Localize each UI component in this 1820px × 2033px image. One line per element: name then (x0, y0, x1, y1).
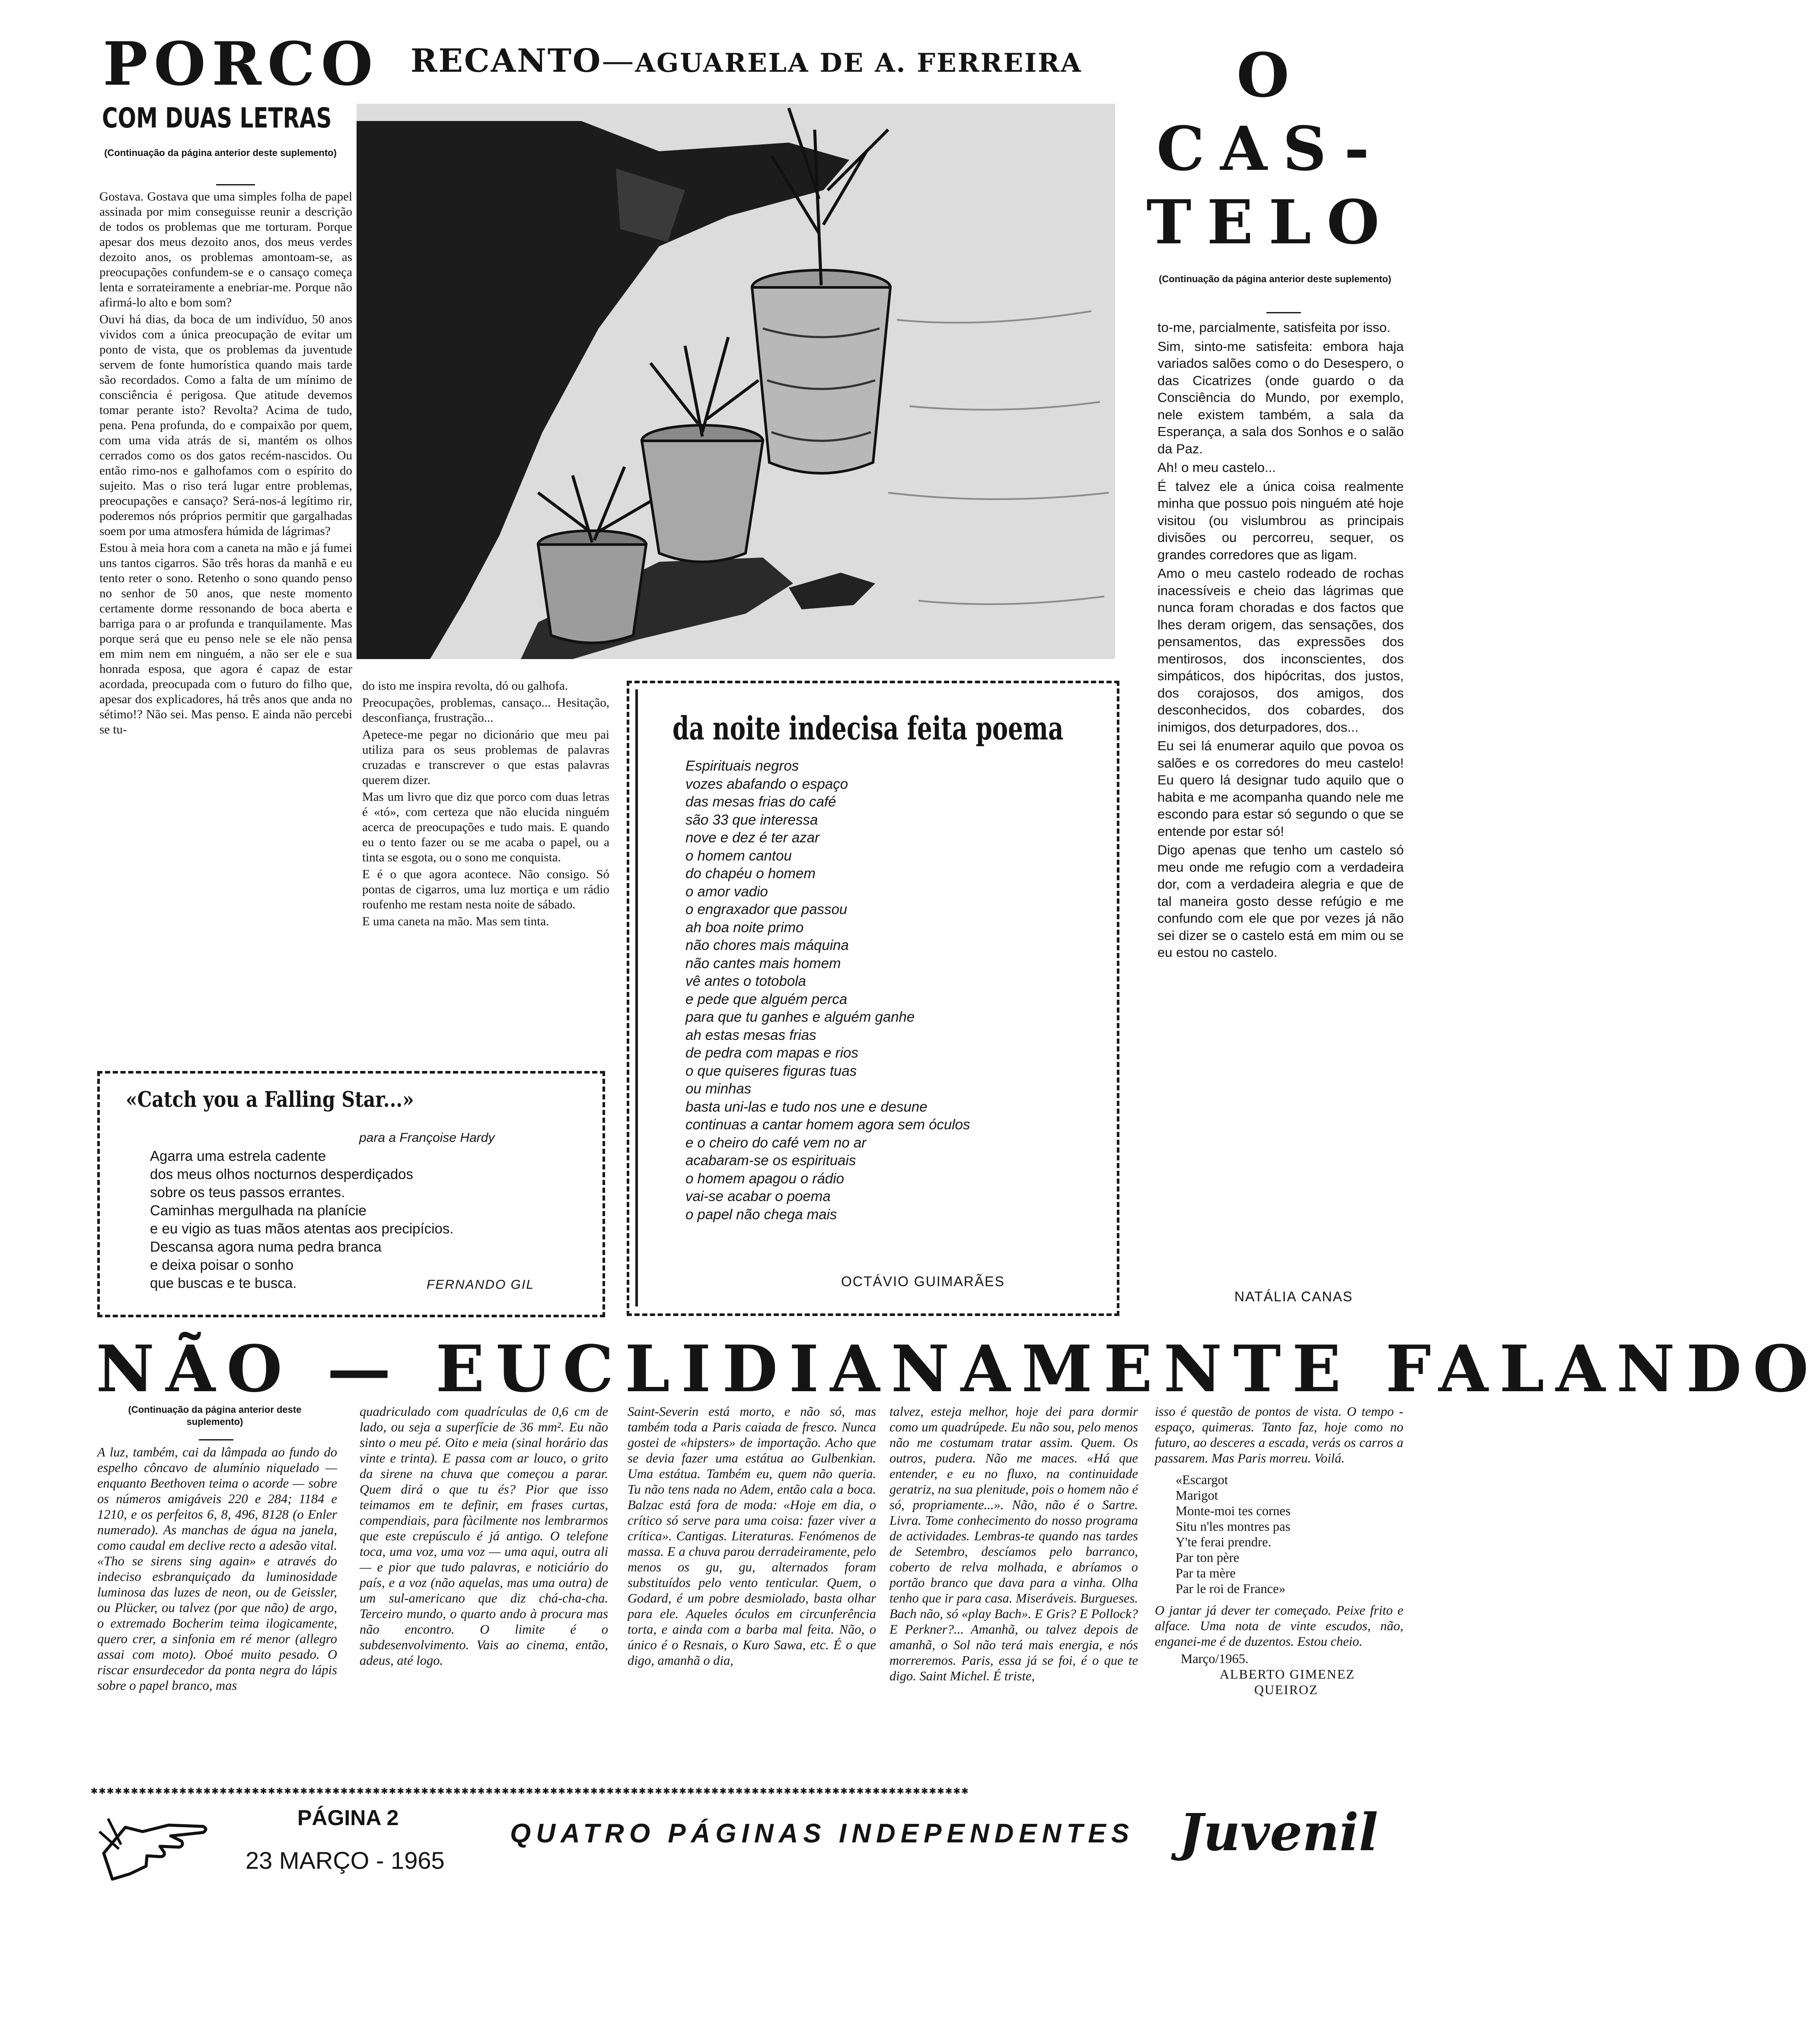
nao-column-3: Saint-Severin está morto, e não só, mas também toda a Paris caiada de fresco. Nunca gostei de «hipsters» de importação. Acho que se devia fazer uma estátua ao Gulbenkian. Uma estátua. Também eu, quem não queria. Tu não tens nada no Adem, então cala a boca. Balzac está fora de moda: «Hoje em dia, o crítico só serve para uma coisa: fazer viver a crítica». Cantigas. Literaturas. Fenómenos de massa. E a chuva parou derradeiramente, pelo menos os gu, gu, alternados foram substituídos pelo vento tenticular. Quem, o Godard, é um pobre desmiolado, basta olhar para ele. Aqueles óculos em circunferência torta, e ainda com a barba mal feita. Não, o único é o Resnais, o Kuro Sawa, etc. É o que digo, amanhã o dia, (628, 1404, 876, 1668)
castelo-continuation-rule (1266, 312, 1301, 313)
noite-poema-inner-rule (635, 689, 638, 1306)
poem-line: não chores mais máquina (685, 937, 849, 953)
porco-col2-paragraph: E uma caneta na mão. Mas sem tinta. (362, 915, 549, 928)
noite-poema-lines (685, 757, 1100, 1223)
recanto-watercolor-image (357, 104, 1115, 659)
falling-star-lines (150, 1147, 599, 1292)
recanto-dash: — (602, 42, 635, 80)
falling-star-line: e deixa poisar o sonho (150, 1257, 294, 1273)
poem-line: basta uni-las e tudo nos une e desune (685, 1098, 928, 1115)
falling-star-line: Caminhas mergulhada na planície (150, 1202, 367, 1218)
juvenil-logo: Juvenil (1179, 1802, 1378, 1862)
poem-line: o homem apagou o rádio (685, 1170, 844, 1186)
noite-poema-title: da noite indecisa feita poema (673, 710, 1064, 747)
nao-song (1176, 1472, 1403, 1596)
noite-poema-author: OCTÁVIO GUIMARÃES (841, 1274, 1005, 1289)
poem-line: o que quiseres figuras tuas (685, 1062, 857, 1079)
castelo-paragraph: É talvez ele a única coisa realmente minha que possuo pois ninguém até hoje visitou (ou vislumbrou as principais divisões ou percorreu, sequer, os grandes corredores que as ligam. (1157, 478, 1404, 562)
falling-star-line: sobre os teus passos errantes. (150, 1184, 345, 1200)
porco-col1-paragraph: Gostava. Gostava que uma simples folha de papel assinada por mim conseguisse reunir a descrição de todos os problemas que me torturam. Porque apesar dos meus dezoito anos, dos meus verdes dezoito anos, os problemas amontoam-se, as preocupações confundem-se e o cansaço começa lenta e sorrateiramente a enebriar-me. Porque não afirmá-lo alto e bom som? (99, 190, 352, 309)
nao-col5-end: O jantar já dever ter começado. Peixe frito e alface. Uma nota de vinte escudos, não, enganei-me é de duzentos. Estou cheio. (1155, 1603, 1403, 1649)
castelo-title (1124, 39, 1418, 259)
watercolor-illustration (357, 104, 1115, 659)
castelo-paragraph: Digo apenas que tenho um castelo só meu onde me refugio com a verdadeira dor, com a verdadeira alegria e que de tal maneira gosto desse refúgio e me confundo com ele que por vezes já não sei dizer se o castelo está em mim ou se eu estou no castelo. (1157, 842, 1404, 960)
poem-line: e o cheiro do café vem no ar (685, 1134, 867, 1150)
nao-continuation-rule (199, 1439, 233, 1440)
porco-column-1 (99, 189, 352, 1062)
castelo-paragraph: Ah! o meu castelo... (1157, 460, 1276, 475)
nao-column-4: talvez, esteja melhor, hoje dei para dormir como um quadrúpede. Eu não sou, pelo menos não me costumam tratar assim. Quem. Os outros, pudera. Não me maces. «Há que entender, e eu no fluxo, na continuidade geratriz, na sua plenitude, pois o homem não é só, propriamente...». Não, não é o Sartre. Livra. Tome conhecimento do nosso programa de actividades. Lembras-te quando nas tardes de Setembro, descíamos pelo barranco, coberto de relva molhada, e abríamos o portão branco que dava para a vinha. Olha tenho que ir para casa. Miseráveis. Burgueses. Bach não, só «play Bach». E Gris? E Pollock? E Perkner?... Amanhã, ou talvez depois de amanhã, o Sol não terá mais energia, e nós morreremos. Paris, essa já se foi, é o que te digo. Saint Michel. É triste, (889, 1404, 1138, 1683)
footer-page-label: PÁGINA 2 (297, 1806, 399, 1830)
castelo-paragraph: Amo o meu castelo rodeado de rochas inacessíveis e cheio das lágrimas que nunca foram choradas e dos factos que lhes deram origem, das sensações, dos pensamentos, das expressões dos mentirosos, dos inconscientes, dos simpáticos, dos hipócritas, dos justos, dos corajosos, dos amigos, dos desconhecidos, dos cobardes, dos inimigos, dos deturpadores, dos... (1157, 566, 1404, 735)
porco-col2-paragraph: do isto me inspira revolta, dó ou galhofa. (362, 679, 568, 693)
nao-column-2: quadriculado com quadrículas de 0,6 cm de lado, ou seja a superfície de 36 mm². Eu não sinto o meu pé. Oito e meia (sinal horário das vinte e trinta). E passa com ar louco, o grito da sirene na chuva que começou a parar. Quem dirá o que tu és? Pior que isso teimamos em te definir, em frases curtas, compendiais, para fàcilmente nos lembrarmos que este crepúsculo é já antigo. O telefone toca, uma voz, uma voz — uma aqui, outra ali — e pior que tudo palavras, e noticiário do país, e a voz (não aquelas, mas uma outra) de um sul-americano que diz chá-cha-cha. Terceiro mundo, o quarto ando à procura mas não encontro. O limite é o subdesenvolvimento. Vais ao cinema, então, adeus, até logo. (360, 1404, 608, 1668)
falling-star-line: que buscas e te busca. (150, 1275, 297, 1291)
song-line: «Escargot (1176, 1472, 1228, 1487)
porco-subtitle: COM DUAS LETRAS (102, 102, 332, 134)
castelo-continuation: (Continuação da página anterior deste suplemento) (1159, 274, 1391, 284)
recanto-title: RECANTO (411, 42, 602, 80)
nao-column-5 (1155, 1404, 1403, 1778)
poem-line: o amor vadio (685, 883, 768, 899)
noite-poema-box (627, 681, 1119, 1316)
falling-star-line: dos meus olhos nocturnos desperdiçados (150, 1166, 414, 1182)
poem-line: continuas a cantar homem agora sem óculos (685, 1116, 970, 1132)
poem-line: do chapéu o homem (685, 865, 816, 881)
song-line: Par le roi de France» (1176, 1581, 1286, 1596)
recanto-subtitle: AGUARELA DE A. FERREIRA (635, 48, 1082, 78)
falling-star-title: «Catch you a Falling Star...» (126, 1087, 414, 1112)
poem-line: para que tu ganhes e alguém ganhe (685, 1009, 915, 1025)
song-line: Marigot (1176, 1488, 1218, 1503)
song-line: Y'te ferai prendre. (1176, 1535, 1272, 1549)
porco-col2-paragraph: Preocupações, problemas, cansaço... Hesitação, desconfiança, frustração... (362, 696, 609, 725)
nao-date: Março/1965. (1181, 1651, 1249, 1666)
poem-line: o engraxador que passou (685, 901, 848, 917)
castelo-paragraph: Eu sei lá enumerar aquilo que povoa os salões e os corredores do meu castelo! Eu quero lá designar tudo aquilo que o habita e me acompanha quando nele me escondo para estar só segundo o que se entende por estar só! (1157, 738, 1404, 839)
poem-line: ou minhas (685, 1080, 752, 1096)
poem-line: vai-se acabar o poema (685, 1188, 831, 1204)
nao-continuation: (Continuação da página anterior deste suplemento) (128, 1404, 302, 1427)
castelo-title-line: O (1237, 40, 1305, 111)
song-line: Monte-moi tes cornes (1176, 1504, 1291, 1518)
pointing-hand-svg (95, 1801, 212, 1892)
falling-star-author: FERNANDO GIL (427, 1278, 535, 1292)
castelo-author: NATÁLIA CANAS (1234, 1289, 1353, 1304)
falling-star-dedication: para a Françoise Hardy (359, 1131, 495, 1145)
nao-author-line2: QUEIROZ (1254, 1682, 1318, 1697)
footer-tagline: QUATRO PÁGINAS INDEPENDENTES (510, 1819, 1135, 1848)
porco-col2-paragraph: Apetece-me pegar no dicionário que meu pai utiliza para os seus problemas de palavras cruzadas e transcrever o que estas palavras querem dizer. (362, 728, 609, 787)
porco-col1-paragraph: Estou à meia hora com a caneta na mão e já fumei uns tantos cigarros. São três horas da manhã e eu tento reter o sono. Retenho o sono quando penso no senhor de 50 anos, que neste momento certamente dorme ressonando de boca aberta e barriga para o ar profunda e tranquilamente. Mas porque será que eu penso nele se ele não pensa em mim nem em ninguém, a não ser ele e sua honrada esposa, que agora é capaz de estar acordada, preocupada com o futuro do filho que, apesar dos explicadores, há três anos que anda no sétimo!? Não sei. Mas penso. E ainda não percebi se tu- (99, 541, 352, 736)
castelo-title-line: TELO (1146, 187, 1395, 258)
falling-star-line: e eu vigio as tuas mãos atentas aos precipícios. (150, 1220, 454, 1236)
poem-line: o papel não chega mais (685, 1206, 837, 1222)
porco-column-2 (362, 679, 609, 1059)
falling-star-line: Descansa agora numa pedra branca (150, 1239, 382, 1255)
footer-star-border: ✱✱✱✱✱✱✱✱✱✱✱✱✱✱✱✱✱✱✱✱✱✱✱✱✱✱✱✱✱✱✱✱✱✱✱✱✱✱✱✱✱✱✱✱✱✱✱✱✱✱✱✱✱✱✱✱✱✱✱✱✱✱✱✱✱✱✱✱✱✱✱✱✱✱✱✱✱✱✱✱✱✱✱✱✱✱✱✱✱✱✱✱✱✱✱✱✱✱✱✱✱✱✱✱✱✱✱✱✱ (91, 1784, 970, 1797)
poem-line: o homem cantou (685, 847, 792, 864)
poem-line: ah boa noite primo (685, 919, 804, 935)
castelo-column (1157, 319, 1404, 1278)
porco-continuation-rule (216, 184, 255, 185)
castelo-title-line: CAS- (1156, 114, 1385, 185)
poem-line: não cantes mais homem (685, 955, 841, 971)
recanto-header (411, 41, 1082, 83)
poem-line: vozes abafando o espaço (685, 775, 848, 792)
poem-line: e pede que alguém perca (685, 991, 848, 1007)
poem-line: das mesas frias do café (685, 793, 836, 809)
poem-line: Espirituais negros (685, 758, 799, 774)
porco-col1-paragraph: Ouvi há dias, da boca de um indivíduo, 50 anos vividos com a única preocupação de evitar um ponto de vista, que os problemas da juventude servem de fonte humorística quando mais tarde são recordados. Como a falta de um mínimo de consciência é perigosa. Que atitude devemos tomar perante isto? Revolta? Acima de tudo, pena. Pena profunda, do e compaixão por quem, com uma vida atrás de si, mantém os olhos cerrados como os dos gatos recém-nascidos. Ou então rimo-nos e galhofamos com o espírito do sujeito. Mas o riso terá lugar entre problemas, preocupações e cansaço? Será-nos-á legítimo rir, poderemos nós próprios permitir que gargalhadas soem por uma atmosfera húmida de lágrimas? (99, 312, 352, 538)
nao-column-1: A luz, também, cai da lâmpada ao fundo do espelho côncavo de alumínio niquelado — enquanto Beethoven teima o acorde — sobre os números amigáveis 220 e 284; 1184 e 1210, e os perfeitos 6, 8, 496, 8128 (o Enler numerado). As manchas de água na janela, como caudal em declive recto a adesão vital. «Tho se sirens sing again» e através do indeciso esbranquiçado da luminosidade luminosa das luzes de neon, ou de Geissler, ou Plücker, ou talvez (por que não) de argo, o extremado Bocherim teima ilogicamente, quero crer, a sinfonia em ré menor (allegro assai com moto). Oboé muito pesado. O riscar ensurdecedor da ponta negra do lápis sobre o papel branco, mas (97, 1445, 337, 1693)
poem-line: ah estas mesas frias (685, 1026, 816, 1043)
nao-col5-text: isso é questão de pontos de vista. O tempo - espaço, quimeras. Tanto faz, hoje como no futuro, ao desceres a escada, verás os carros a passarem. Mas Paris morreu. Voilá. (1155, 1404, 1403, 1466)
porco-continuation: (Continuação da página anterior deste suplemento) (104, 147, 337, 158)
nao-title: NÃO — EUCLIDIANAMENTE FALANDO (96, 1331, 1820, 1406)
poem-line: de pedra com mapas e rios (685, 1045, 858, 1061)
falling-star-line: Agarra uma estrela cadente (150, 1148, 326, 1164)
porco-col2-paragraph: Mas um livro que diz que porco com duas letras é «tó», com certeza que não elucida ninguém acerca de preocupações e tudo mais. E quando eu o tento fazer ou se me acaba o papel, ou a tinta se esgota, ou o sono me conquista. (362, 790, 609, 864)
nao-author-line1: ALBERTO GIMENEZ (1220, 1667, 1355, 1682)
falling-star-box (97, 1071, 605, 1317)
song-line: Situ n'les montres pas (1176, 1519, 1291, 1534)
footer-date: 23 MARÇO - 1965 (245, 1847, 445, 1874)
castelo-paragraph: Sim, sinto-me satisfeita: embora haja variados salões como o do Desespero, o das Cicatrizes (onde guardo o da Consciência do Mundo, por exemplo, nele existem também, a sala da Esperança, a sala dos Sonhos e o salão da Paz. (1157, 338, 1404, 456)
porco-title: PORCO (103, 29, 379, 99)
song-line: Par ton père (1176, 1550, 1240, 1565)
poem-line: nove e dez é ter azar (685, 829, 820, 845)
pointing-hand-icon (95, 1801, 212, 1892)
poem-line: são 33 que interessa (685, 811, 818, 828)
song-line: Par ta mère (1176, 1566, 1236, 1581)
poem-line: vê antes o totobola (685, 973, 806, 989)
castelo-paragraph: to-me, parcialmente, satisfeita por isso. (1157, 320, 1391, 335)
poem-line: acabaram-se os espirituais (685, 1152, 856, 1168)
porco-col2-paragraph: E é o que agora acontece. Não consigo. Só pontas de cigarros, uma luz mortiça e um rádio roufenho me restam nesta noite de sábado. (362, 867, 609, 911)
